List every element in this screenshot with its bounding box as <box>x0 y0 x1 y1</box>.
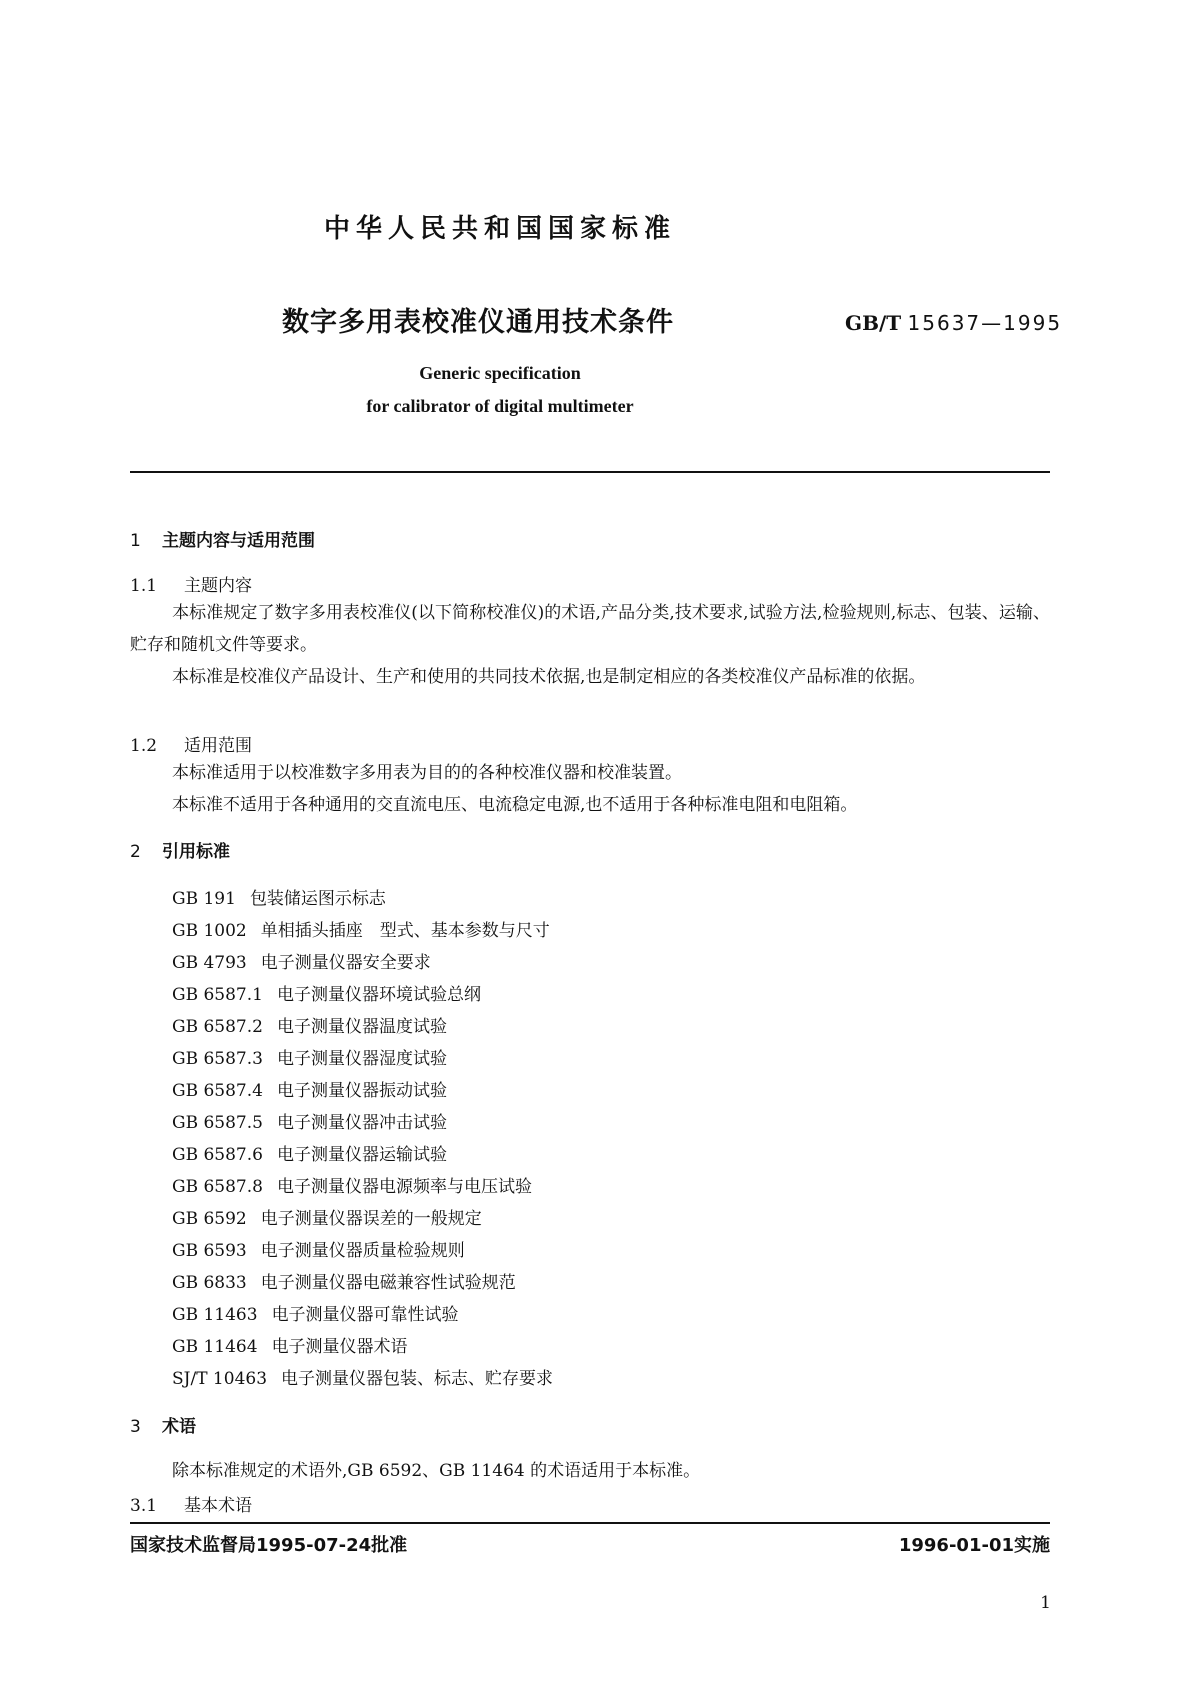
reference-code: GB 6587.5 <box>172 1113 263 1133</box>
paragraph <box>130 661 1050 693</box>
standard-code: 15637—1995 <box>907 311 1063 335</box>
paragraph-text: 除本标准规定的术语外,GB 6592、GB 11464 的术语适用于本标准。 <box>172 1461 701 1481</box>
reference-item <box>172 1364 553 1389</box>
reference-item <box>172 1268 516 1293</box>
paragraph <box>130 1455 1050 1487</box>
page-number: 1 <box>1040 1593 1051 1613</box>
reference-item <box>172 1300 459 1325</box>
reference-title: 电子测量仪器振动试验 <box>276 1081 447 1101</box>
standard-number <box>845 311 1062 335</box>
section-number: 2 <box>130 842 141 862</box>
reference-code: SJ/T 10463 <box>172 1369 268 1389</box>
paragraph-text: 本标准不适用于各种通用的交直流电压、电流稳定电源,也不适用于各种标准电阻和电阻箱。 <box>172 795 858 815</box>
reference-item <box>172 1108 447 1133</box>
reference-code: GB 6587.1 <box>172 985 263 1005</box>
reference-title: 单相插头插座 型式、基本参数与尺寸 <box>260 921 550 941</box>
reference-code: GB 6587.4 <box>172 1081 263 1101</box>
reference-title: 电子测量仪器术语 <box>271 1337 408 1357</box>
reference-title: 电子测量仪器电磁兼容性试验规范 <box>260 1273 516 1293</box>
reference-code: GB 6587.8 <box>172 1177 263 1197</box>
reference-code: GB 6587.6 <box>172 1145 263 1165</box>
standard-prefix: GB/T <box>845 311 902 335</box>
reference-code: GB 6593 <box>172 1241 247 1261</box>
subsection-number: 1.2 <box>130 736 158 756</box>
subsection-1-2-heading <box>130 731 252 756</box>
reference-item <box>172 1076 447 1101</box>
paragraph-text: 本标准适用于以校准数字多用表为目的的各种校准仪器和校准装置。 <box>172 763 682 783</box>
section-1-heading <box>130 526 315 551</box>
document-title-en-line1: Generic specification <box>419 363 581 383</box>
subsection-number: 3.1 <box>130 1496 158 1516</box>
reference-title: 电子测量仪器安全要求 <box>260 953 431 973</box>
reference-code: GB 11464 <box>172 1337 258 1357</box>
reference-title: 电子测量仪器运输试验 <box>276 1145 447 1165</box>
reference-item <box>172 1332 408 1357</box>
paragraph-text: 本标准规定了数字多用表校准仪(以下简称校准仪)的术语,产品分类,技术要求,试验方法,检验规则,标志、包装、运输、贮存和随机文件等要求。 <box>130 603 1050 655</box>
reference-item <box>172 948 431 973</box>
subsection-title: 基本术语 <box>184 1496 252 1516</box>
reference-title: 电子测量仪器冲击试验 <box>276 1113 447 1133</box>
reference-item <box>172 1172 532 1197</box>
header-divider <box>130 471 1050 473</box>
reference-item <box>172 980 481 1005</box>
subsection-1-1-heading <box>130 571 252 596</box>
reference-title: 电子测量仪器可靠性试验 <box>271 1305 459 1325</box>
reference-code: GB 4793 <box>172 953 247 973</box>
reference-item <box>172 1140 447 1165</box>
reference-code: GB 6587.2 <box>172 1017 263 1037</box>
national-standard-title: 中华人民共和国国家标准 <box>323 214 676 244</box>
reference-title: 电子测量仪器环境试验总纲 <box>276 985 481 1005</box>
reference-title: 包装储运图示标志 <box>249 889 386 909</box>
section-title: 术语 <box>162 1417 196 1437</box>
reference-code: GB 1002 <box>172 921 247 941</box>
reference-code: GB 11463 <box>172 1305 258 1325</box>
reference-title: 电子测量仪器包装、标志、贮存要求 <box>281 1369 554 1389</box>
reference-item <box>172 1236 465 1261</box>
reference-title: 电子测量仪器质量检验规则 <box>260 1241 465 1261</box>
paragraph-text: 本标准是校准仪产品设计、生产和使用的共同技术依据,也是制定相应的各类校准仪产品标准的依据。 <box>172 667 926 687</box>
section-title: 主题内容与适用范围 <box>162 531 315 551</box>
subsection-3-1-heading <box>130 1491 252 1516</box>
subsection-title: 主题内容 <box>184 576 252 596</box>
paragraph <box>130 597 1050 661</box>
footer-divider <box>130 1522 1050 1524</box>
paragraph <box>130 789 1050 821</box>
section-number: 3 <box>130 1417 141 1437</box>
reference-item <box>172 1044 447 1069</box>
reference-title: 电子测量仪器误差的一般规定 <box>260 1209 482 1229</box>
reference-code: GB 6592 <box>172 1209 247 1229</box>
section-3-heading <box>130 1412 196 1437</box>
section-2-heading <box>130 837 230 862</box>
reference-code: GB 191 <box>172 889 236 909</box>
section-title: 引用标准 <box>162 842 230 862</box>
approval-date: 国家技术监督局1995-07-24批准 <box>130 1535 408 1556</box>
document-title-cn: 数字多用表校准仪通用技术条件 <box>282 307 674 338</box>
effective-date: 1996-01-01实施 <box>898 1535 1050 1556</box>
document-title-en-line2: for calibrator of digital multimeter <box>366 396 634 416</box>
reference-item <box>172 1204 482 1229</box>
reference-title: 电子测量仪器湿度试验 <box>276 1049 447 1069</box>
reference-item <box>172 916 550 941</box>
paragraph <box>130 757 1050 789</box>
reference-title: 电子测量仪器电源频率与电压试验 <box>276 1177 532 1197</box>
reference-code: GB 6587.3 <box>172 1049 263 1069</box>
subsection-title: 适用范围 <box>184 736 252 756</box>
reference-item <box>172 1012 447 1037</box>
subsection-number: 1.1 <box>130 576 158 596</box>
section-number: 1 <box>130 531 141 551</box>
reference-item <box>172 884 386 909</box>
reference-title: 电子测量仪器温度试验 <box>276 1017 447 1037</box>
reference-code: GB 6833 <box>172 1273 247 1293</box>
